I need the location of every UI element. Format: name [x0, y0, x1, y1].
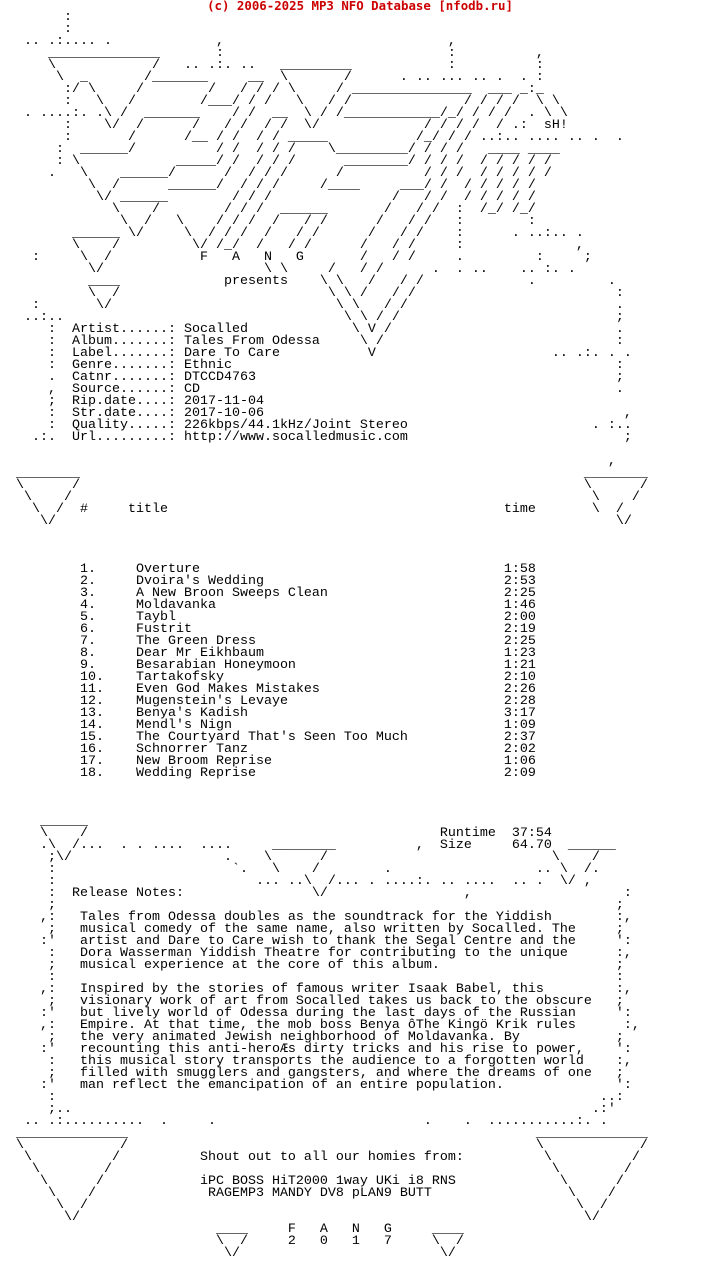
nfo-line: 5. Taybl 2:00	[8, 610, 536, 625]
nfo-line: \ _ /_______ __ \ / . .. ... .. . . :	[8, 70, 544, 85]
nfo-line: ; musical experience at the core of this album. ;	[8, 958, 624, 973]
nfo-line: 18. Wedding Reprise 2:09	[8, 766, 536, 781]
nfo-line: \ / # title time \ /	[8, 502, 624, 517]
nfo-line: : \/ / / / / / / \/ / / / / / .: sH!	[8, 118, 568, 133]
nfo-line: : Label.......: Dare To Care V .. .:. . .	[8, 346, 632, 361]
nfo-line: 10. Tartakofsky 2:10	[8, 670, 536, 685]
nfo-line: \ / ______/ / / / /____ ___/ / / / / / /	[8, 178, 536, 193]
nfo-line: : \/ \ \ / / .	[8, 298, 624, 313]
nfo-line: 17. New Broom Reprise 1:06	[8, 754, 536, 769]
nfo-line: . \ ______/ / / / / / / / / / / / / /	[8, 166, 552, 181]
nfo-line: :' man reflect the emancipation of an entire population. ':	[8, 1078, 632, 1093]
nfo-line: .. .:.... . , ,	[8, 34, 456, 49]
nfo-line: : ..:	[8, 1090, 624, 1105]
nfo-line: : Quality.....: 226kbps/44.1kHz/Joint Stereo . :..	[8, 418, 632, 433]
nfo-line: \ / / / / ______ / / / : /_/ /_/	[8, 202, 536, 217]
nfo-line: :' artist and Dare to Care wish to thank the Segal Centre and the ':	[8, 934, 632, 949]
nfo-line: \ / \ /	[8, 478, 648, 493]
nfo-line: \ / \ /	[8, 1162, 632, 1177]
nfo-line: :' recounting this anti-heroÆs dirty tricks and his rise to power, ':	[8, 1042, 632, 1057]
nfo-line: ______	[8, 814, 88, 829]
nfo-line: ;\/ . \ / \ /	[8, 850, 600, 865]
nfo-line: 12. Mugenstein's Levaye 2:28	[8, 694, 536, 709]
nfo-line: 15. The Courtyard That's Seen Too Much 2:37	[8, 730, 536, 745]
nfo-line: \ / \ / / / / / / / / / : :	[8, 214, 536, 229]
nfo-line: 2. Dvoira's Wedding 2:53	[8, 574, 536, 589]
nfo-line: : \ _____/ / / / / ________/ / / / / / / / /	[8, 154, 552, 169]
nfo-line: ; Rip.date....: 2017-11-04	[8, 394, 264, 409]
nfo-line: ; filled with smugglers and gangsters, and where the dreams of one ;	[8, 1066, 624, 1081]
nfo-line: ,: Inspired by the stories of famous writer Isaak Babel, this :,	[8, 982, 632, 997]
nfo-line: .\ /... . . .... .... ________ , Size 64.70 ______	[8, 838, 616, 853]
nfo-line: . ....:. .\ / _______ / / __ \ / /____________/_/ / / / . \ \	[8, 106, 568, 121]
nfo-line: 16. Schnorrer Tanz 2:02	[8, 742, 536, 757]
nfo-line: \ / 2 0 1 7 \ /	[8, 1234, 464, 1249]
nfo-line: \ / \/ /_/ / / / / / / : ,	[8, 238, 584, 253]
nfo-line: 8. Dear Mr Eikhbaum 1:23	[8, 646, 536, 661]
nfo-line: : Str.date....: 2017-10-06 ,	[8, 406, 632, 421]
nfo-line: : / /__ / / / / _____ /_/ / / ..:.. .... .. . .	[8, 130, 624, 145]
nfo-line: \/ \/	[8, 1210, 600, 1225]
nfo-line: ,: Empire. At that time, the mob boss Benya ôThe Kingö Krik rules :,	[8, 1018, 640, 1033]
nfo-line: ; the very animated Jewish neighborhood of Moldavanka. By ;	[8, 1030, 624, 1045]
nfo-line: ; musical comedy of the same name, also written by Socalled. The ;	[8, 922, 624, 937]
nfo-line: \ / \ \ / / / :	[8, 286, 624, 301]
nfo-line: ,: Tales from Odessa doubles as the soundtrack for the Yiddish :,	[8, 910, 632, 925]
nfo-line: ______________ ______________	[8, 1126, 648, 1141]
nfo-line: ______ \/ \ / / / / / / / / / : . ..:.. .	[8, 226, 584, 241]
nfo-line: \ / iPC BOSS HiT2000 1way UKi i8 RNS \ /	[8, 1174, 624, 1189]
nfo-line: : ______/ / / / / / \_________/ / / / ____ ____	[8, 142, 560, 157]
nfo-line: :	[8, 10, 72, 25]
nfo-line: 11. Even God Makes Mistakes 2:26	[8, 682, 536, 697]
nfo-line: \/ \/	[8, 1246, 456, 1261]
nfo-line: \ / \ /	[8, 1198, 608, 1213]
nfo-line: 4. Moldavanka 1:46	[8, 598, 536, 613]
nfo-line: ______________ : : ,	[8, 46, 544, 61]
nfodb-copyright-header: (c) 2006-2025 MP3 NFO Database [nfodb.ru]	[207, 0, 513, 13]
nfo-line: 1. Overture 1:58	[8, 562, 536, 577]
nfo-line: \/ ______ / / / / / / / / / / /	[8, 190, 536, 205]
nfo-line: 6. Fustrit 2:19	[8, 622, 536, 637]
nfo-line: ; visionary work of art from Socalled takes us back to the obscure ;	[8, 994, 624, 1009]
nfo-line: \ / \ /	[8, 490, 640, 505]
nfo-line: . Catnr.......: DTCCD4763 ;	[8, 370, 624, 385]
nfo-line: 3. A New Broon Sweeps Clean 2:25	[8, 586, 536, 601]
nfo-line: 14. Mendl's Nign 1:09	[8, 718, 536, 733]
nfo-line: : Dora Wasserman Yiddish Theatre for contributing to the unique :,	[8, 946, 632, 961]
nfo-line: :' but lively world of Odessa during the last days of the Russian ':	[8, 1006, 632, 1021]
nfo-line: : `. \ / . .. \ /.	[8, 862, 600, 877]
nfo-line: \/ \/	[8, 514, 632, 529]
nfo-line: 9. Besarabian Honeymoon 1:21	[8, 658, 536, 673]
nfo-line: : Release Notes: \/ , :	[8, 886, 632, 901]
nfo-line: \ / RAGEMP3 MANDY DV8 pLAN9 BUTT \ /	[8, 1186, 616, 1201]
nfo-line: \ / \ /	[8, 1138, 648, 1153]
nfo-line: ____ F A N G ____	[8, 1222, 464, 1237]
nfo-line: \ / Shout out to all our homies from: \ /	[8, 1150, 640, 1165]
nfo-line: ..:.. \ \ / / ;	[8, 310, 624, 325]
nfo-line: \/ \ \ / / / . . .. .. :. .	[8, 262, 576, 277]
nfo-line: : \ / F A N G / / / . : ;	[8, 250, 592, 265]
nfo-line: :	[8, 22, 72, 37]
nfo-line: : Artist......: Socalled \ V / .	[8, 322, 624, 337]
nfo-line: ;.. .:'	[8, 1102, 616, 1117]
nfo-line: :/ \ / / / / / \ / _______________ ___ _:_	[8, 82, 544, 97]
nfo-line: ________ ________	[8, 466, 648, 481]
nfo-line: , Source......: CD .	[8, 382, 624, 397]
nfo-line: .. .:.......... . . . . ...........:. .	[8, 1114, 608, 1129]
nfo-line: ,	[8, 454, 616, 469]
nfo-line: 13. Benya's Kadish 3:17	[8, 706, 536, 721]
nfo-line: : Album.......: Tales From Odessa \ / :	[8, 334, 624, 349]
nfo-line: ; ;	[8, 898, 624, 913]
nfo-ascii-document	[8, 12, 648, 1260]
nfo-line: .:. Url.........: http://www.socalledmusic.com ;	[8, 430, 632, 445]
nfo-line: : this musical story transports the audience to a forgotten world :,	[8, 1054, 632, 1069]
nfo-line: : ... ..\ /... . ....:. .. .... .. . \/ ,	[8, 874, 592, 889]
nfo-line: \ / .. .:. .. _________ : :	[8, 58, 544, 73]
nfo-line: ____ presents \ \ / / / . .	[8, 274, 616, 289]
nfo-line: 7. The Green Dress 2:25	[8, 634, 536, 649]
nfo-line: \ / Runtime 37:54	[8, 826, 552, 841]
nfo-line: : Genre.......: Ethnic :	[8, 358, 624, 373]
nfo-line: : :	[8, 970, 624, 985]
nfo-line: : \ / /___/ / / \ / / / / / / \ \	[8, 94, 560, 109]
